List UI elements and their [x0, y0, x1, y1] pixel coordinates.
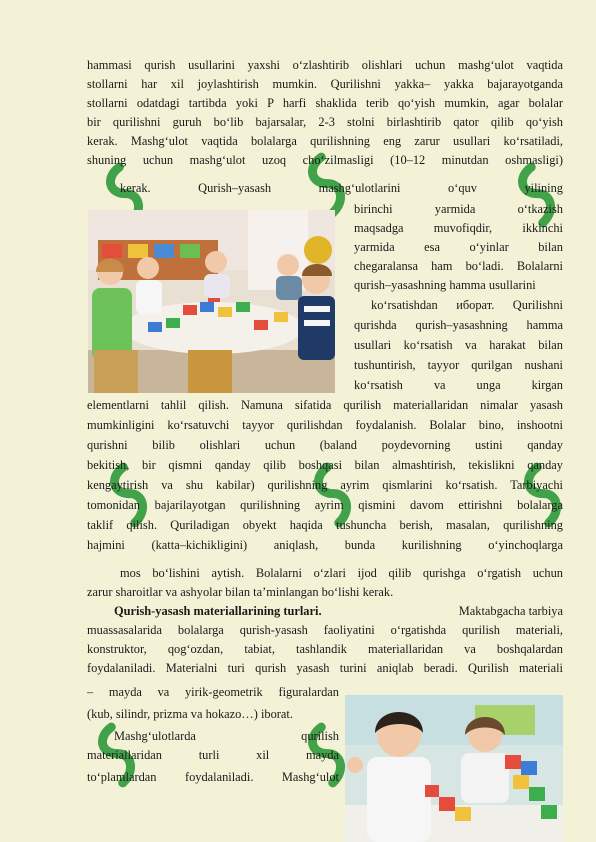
- text-line: hammasi qurish usullarini yaxshi o‘zlashtirib olishlari uchun mashg‘ulot vaqtida: [87, 58, 563, 72]
- text-line: taklif qilish. Quriladigan obyekt haqida tushuncha berish, masalan, qurilishning: [87, 518, 563, 532]
- text-line: stollarni har xil joylashtirish mumkin. Qurilishni yakka– yakka bajarayotganda: [87, 77, 563, 91]
- text-line: kerak. Mashg‘ulot vaqtida bolalarga qurilishning eng zarur usullari ko‘rsatiladi,: [87, 134, 563, 148]
- text-line: maqsadga muvofiqdir, ikkinchi: [354, 221, 563, 235]
- text-line: konstruktor, qog‘ozdan, tabiat, tashlandik materiallaridan va boshqalardan: [87, 642, 563, 656]
- text-line: bekitish, bir qismni qanday qilib boshqasi bilan almashtirish, tekislikni qanday: [87, 458, 563, 472]
- text-line: Mashg‘ulotlarda qurilish: [114, 729, 339, 743]
- text-line: bir qurilishni guruh bo‘lib bajarsalar, 2-3 stolni birlashtirib qator qilib qo‘yish: [87, 115, 563, 129]
- text-line: zarur sharoitlar va ashyolar bilan ta’minlangan bo‘lishi kerak.: [87, 585, 394, 599]
- text-line: yarmida esa o‘yinlar bilan: [354, 240, 563, 254]
- section-heading-rest: Maktabgacha tarbiya: [458, 604, 563, 618]
- text-line: hajmini (katta–kichikligini) aniqlash, bunda kurilishning o‘yinchoqlarga: [87, 538, 563, 552]
- text-line: (kub, silindr, prizma va hokazo…) iborat.: [87, 707, 293, 721]
- text-line: ko‘rsatishdan иборат. Qurilishni: [371, 298, 563, 312]
- text-line: usullari ko‘rsatish va harakat bilan: [354, 338, 563, 352]
- text-line: stollarni odatdagi tartibda yoki P harfi shaklida terib qo‘yish mumkin, agar bolalar: [87, 96, 563, 110]
- lego-photo: [345, 695, 563, 842]
- text-line: to‘plamlardan foydalaniladi. Mashg‘ulot: [87, 770, 339, 784]
- text-line: shuning uchun mashg‘ulot uzoq cho‘zilmasligi (10–12 minutdan oshmasligi): [87, 153, 563, 167]
- text-line: mumkinligini ko‘rsatuvchi tayyor qurilishdan foydalanish. Bolalar bino, inshootni: [87, 418, 563, 432]
- text-line: qurishni bilib olishlari uchun (baland poydevorning ustini qanday: [87, 438, 563, 452]
- text-line: qurishda qurish–yasashning hamma: [354, 318, 563, 332]
- section-heading: Qurish-yasash materiallarining turlari.: [114, 604, 322, 618]
- text-line: kengaytirish va shu kabilar) qurilishning ayrim qismlarini ko‘rsatish. Tarbiyachi: [87, 478, 563, 492]
- text-line: materiallaridan turli xil mayda: [87, 748, 339, 762]
- text-line: chegaralansa ham bo‘ladi. Bolalarni: [354, 259, 563, 273]
- text-line: elementlarni tahlil qilish. Namuna sifatida qurilish materiallaridan nimalar yasash: [87, 398, 563, 412]
- text-line: muassasalarida bolalarga qurish-yasash faoliyatini o‘rgatishda qurilish materiali,: [87, 623, 563, 637]
- text-line: qurish–yasashning hamma usullarini: [354, 278, 536, 292]
- text-line: foydalaniladi. Materialni turi qurish yasash turini aniqlab beradi. Qurilish materiali: [87, 661, 563, 675]
- text-line: tomonidan bajarilayotgan qurilishning ayrim qismini davom ettirishni bolalarga: [87, 498, 563, 512]
- text-line: ko‘rsatish va unga kirgan: [354, 378, 563, 392]
- classroom-photo: [88, 210, 335, 393]
- text-line: birinchi yarmida o‘tkazish: [354, 202, 563, 216]
- text-line: kerak. Qurish–yasash mashg‘ulotlarini o‘quv yilining: [120, 181, 563, 195]
- section-heading-line: [114, 602, 563, 621]
- text-line: tushuntirish, tayyor qurilgan nushani: [354, 358, 563, 372]
- text-line: mos bo‘lishini aytish. Bolalarni o‘zlari ijod qilib qurishga o‘rgatish uchun: [120, 566, 563, 580]
- text-line: – mayda va yirik-geometrik figuralardan: [87, 685, 339, 699]
